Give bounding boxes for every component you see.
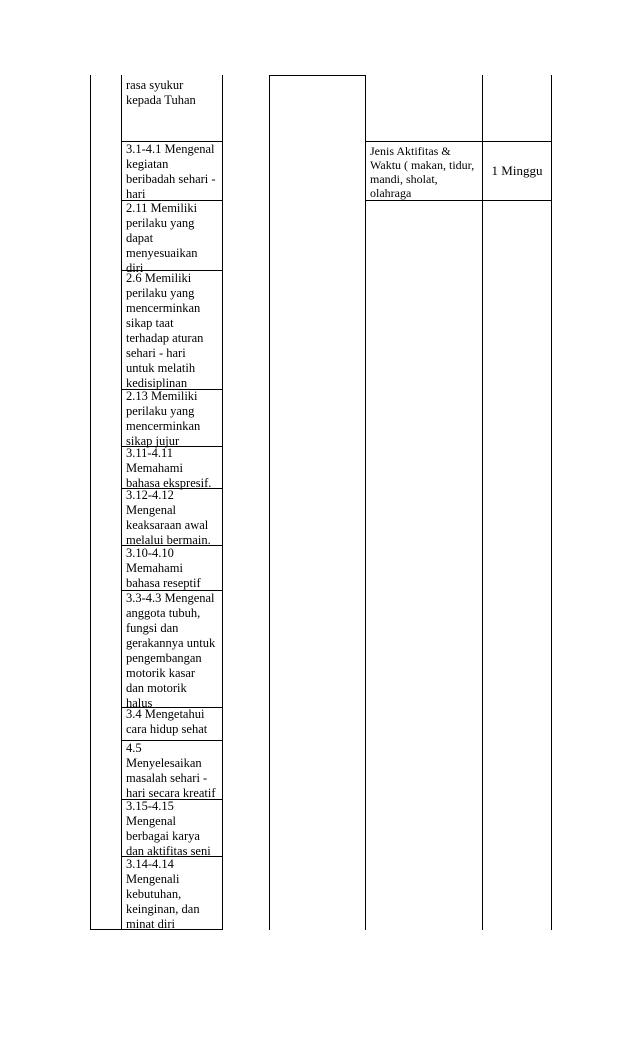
competency-cell: 2.6 Memiliki perilaku yang mencerminkan sikap taat terhadap aturan sehari - hari untuk melatih kedisiplinan <box>126 271 204 390</box>
competency-cell: 3.14-4.14 Mengenali kebutuhan, keinginan, dan minat diri <box>126 857 200 931</box>
competency-cell: 3.1-4.1 Mengenal kegiatan beribadah sehari - hari <box>126 142 216 201</box>
table-col-line-3 <box>222 75 223 930</box>
duration-text: 1 Minggu <box>491 163 543 178</box>
row-divider <box>365 141 552 142</box>
competency-cell: 4.5 Menyelesaikan masalah sehari - hari secara kreatif <box>126 741 216 800</box>
table-col-line-6 <box>482 75 483 930</box>
competency-cell: 3.10-4.10 Memahami bahasa reseptif <box>126 546 201 590</box>
competency-cell: 2.13 Memiliki perilaku yang mencerminkan sikap jujur <box>126 389 201 448</box>
competency-cell: 3.12-4.12 Mengenal keaksaraan awal melalui bermain. <box>126 488 211 547</box>
competency-cell: rasa syukur kepada Tuhan <box>126 78 196 107</box>
activity-cell: Jenis Aktifitas & Waktu ( makan, tidur, mandi, sholat, olahraga <box>370 144 475 200</box>
table-col-line-1 <box>90 75 91 930</box>
table-col-line-4 <box>269 75 270 930</box>
table-col-line-2 <box>121 75 122 930</box>
competency-cell: 2.11 Memiliki perilaku yang dapat menyesuaikan diri <box>126 201 198 275</box>
table-col-line-5 <box>365 75 366 930</box>
table-top-line <box>269 75 366 76</box>
competency-cell: 3.15-4.15 Mengenal berbagai karya dan aktifitas seni <box>126 799 211 858</box>
duration-cell <box>482 164 552 178</box>
competency-cell: 3.4 Mengetahui cara hidup sehat <box>126 707 208 736</box>
competency-cell: 3.3-4.3 Mengenal anggota tubuh, fungsi dan gerakannya untuk pengembangan motorik kasar dan motorik halus <box>126 591 216 710</box>
table-col-line-7 <box>551 75 552 930</box>
row-divider <box>365 200 552 201</box>
competency-cell: 3.11-4.11 Memahami bahasa ekspresif. <box>126 446 212 490</box>
